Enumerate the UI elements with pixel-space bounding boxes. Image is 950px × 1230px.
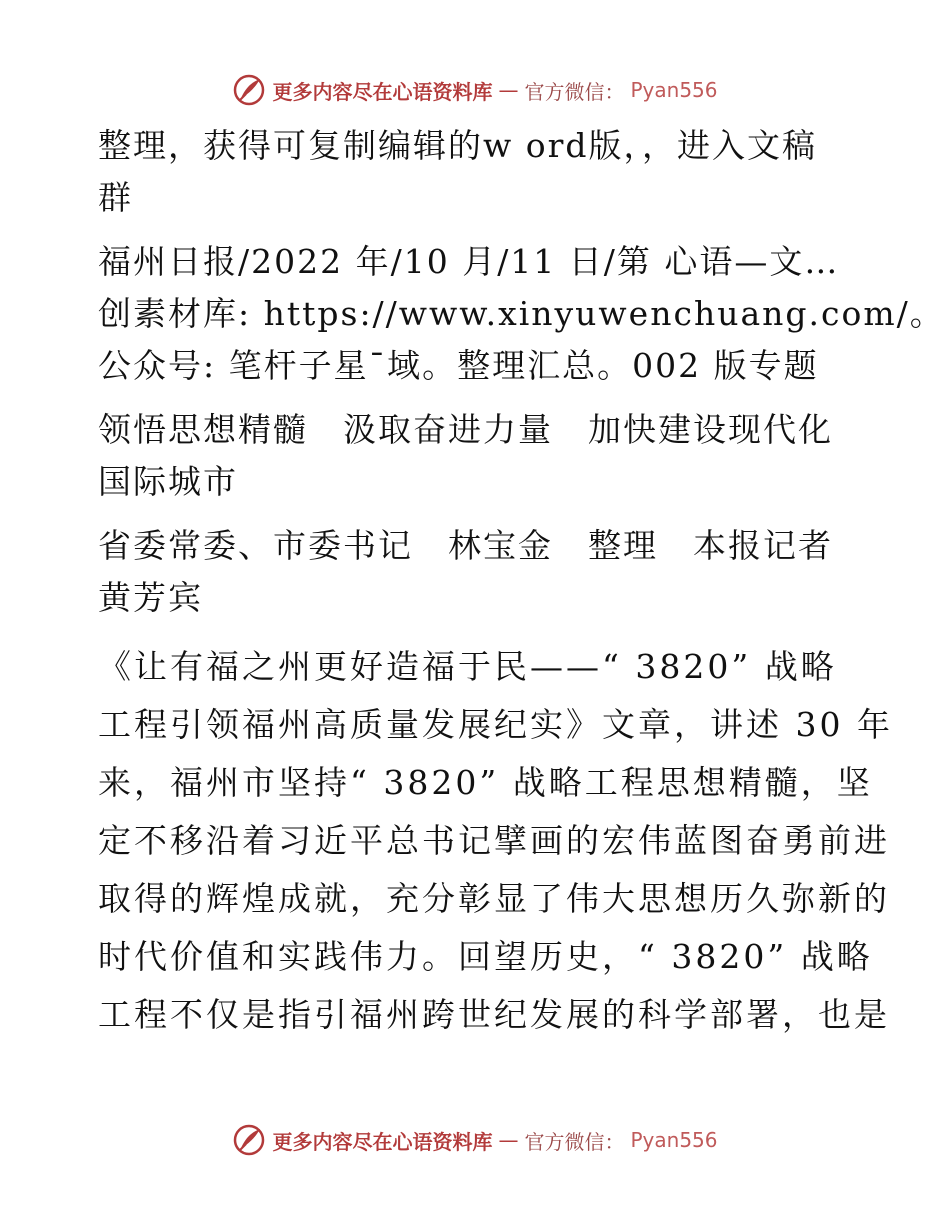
text-line: 福州日报/2022 年/10 月/11 日/第 心语—文… xyxy=(98,242,840,281)
source-paragraph xyxy=(98,236,945,392)
text-line: 公众号: 笔杆子星¯域。整理汇总。002 版专题 xyxy=(98,346,819,385)
text-line: 整理，获得可复制编辑的w ord版，，进入文稿 xyxy=(98,126,818,165)
text-line: 领悟思想精髓 汲取奋进力量 加快建设现代化 xyxy=(98,410,833,449)
banner-title: 更多内容尽在心语资料库 xyxy=(272,79,493,104)
text-line: 时代价值和实践伟力。回望历史，“ 3820” 战略 xyxy=(98,937,873,976)
text-line: 《让有福之州更好造福于民——“ 3820” 战略 xyxy=(98,647,837,686)
text-line: 来，福州市坚持“ 3820” 战略工程思想精髓，坚 xyxy=(98,763,873,802)
banner-dash: — xyxy=(498,78,519,102)
text-line: 取得的辉煌成就，充分彰显了伟大思想历久弥新的 xyxy=(98,879,890,918)
body-paragraph xyxy=(98,638,893,1044)
text-line: 工程引领福州高质量发展纪实》文章，讲述 30 年 xyxy=(98,705,893,744)
text-line: 黄芳宾 xyxy=(98,578,203,617)
byline xyxy=(98,520,858,624)
text-line: 国际城市 xyxy=(98,462,238,501)
feather-quill-logo-icon xyxy=(232,73,266,107)
banner-wechat-id: Pyan556 xyxy=(630,1128,718,1152)
text-line: 群 xyxy=(98,178,133,217)
banner-wechat-label: 官方微信： xyxy=(524,79,625,104)
text-line: 定不移沿着习近平总书记擘画的宏伟蓝图奋勇前进 xyxy=(98,821,890,860)
text-line: 创素材库: https://www.xinyuwenchuang.com/。 xyxy=(98,294,945,333)
footer-watermark-banner xyxy=(0,1120,950,1160)
text-line: 省委常委、市委书记 林宝金 整理 本报记者 xyxy=(98,526,833,565)
article-title xyxy=(98,404,858,508)
banner-title: 更多内容尽在心语资料库 xyxy=(272,1129,493,1154)
banner-wechat-label: 官方微信： xyxy=(524,1129,625,1154)
header-watermark-banner xyxy=(0,70,950,110)
banner-dash: — xyxy=(498,1128,519,1152)
feather-quill-logo-icon xyxy=(232,1123,266,1157)
banner-wechat-id: Pyan556 xyxy=(630,78,718,102)
intro-paragraph xyxy=(98,120,858,224)
document-body xyxy=(98,120,945,1056)
text-line: 工程不仅是指引福州跨世纪发展的科学部署，也是 xyxy=(98,995,890,1034)
